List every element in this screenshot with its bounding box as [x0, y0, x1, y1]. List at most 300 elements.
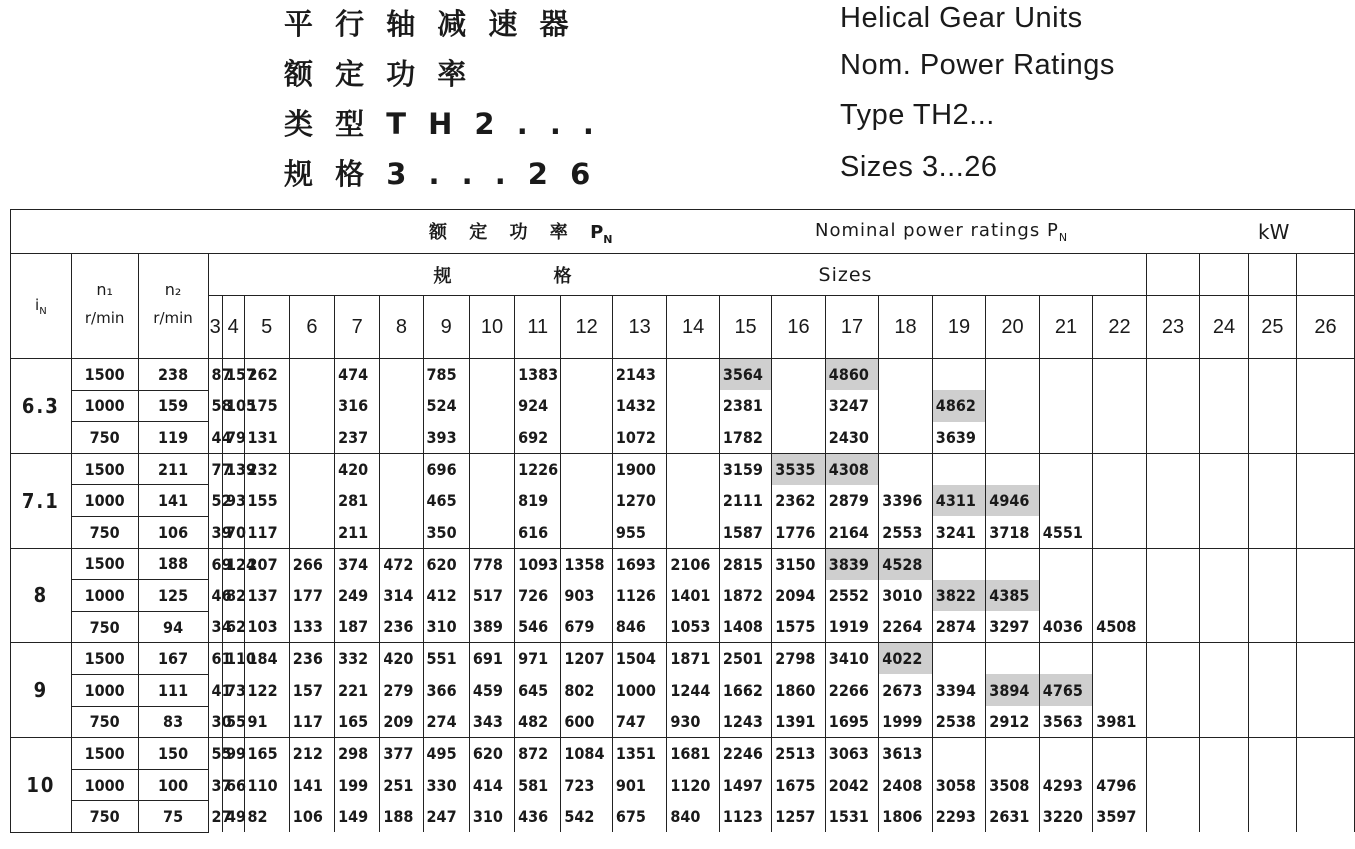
power-value-cell: 1244	[667, 674, 719, 706]
power-value-cell: 2094	[772, 580, 826, 612]
ratio-cell: 10	[11, 738, 72, 833]
size-col-header: 25	[1248, 296, 1296, 359]
power-value-cell	[1200, 706, 1248, 738]
table-row	[11, 674, 1355, 706]
power-value-cell: 188	[380, 801, 423, 833]
ratio-cell: 9	[11, 643, 72, 738]
power-value-cell	[561, 516, 612, 548]
power-value-cell: 2381	[719, 390, 771, 422]
n1-cell: 1000	[71, 485, 138, 517]
power-value-cell: 600	[561, 706, 612, 738]
power-value-cell: 211	[335, 516, 380, 548]
power-value-cell	[1248, 674, 1296, 706]
power-value-cell: 310	[423, 611, 469, 643]
power-value-cell: 184	[244, 643, 289, 675]
size-col-header: 18	[879, 296, 933, 359]
power-value-cell	[561, 422, 612, 454]
power-value-cell	[1146, 611, 1200, 643]
power-value-cell	[1039, 643, 1093, 675]
power-value-cell	[1200, 643, 1248, 675]
power-value-cell	[561, 390, 612, 422]
power-value-cell: 209	[380, 706, 423, 738]
power-value-cell: 366	[423, 674, 469, 706]
power-value-cell: 1408	[719, 611, 771, 643]
power-value-cell: 778	[469, 548, 514, 580]
power-value-cell: 1084	[561, 738, 612, 770]
power-value-cell: 3150	[772, 548, 826, 580]
power-value-cell	[1093, 516, 1147, 548]
power-value-cell	[1146, 548, 1200, 580]
power-value-cell	[1146, 580, 1200, 612]
power-value-cell	[469, 359, 514, 391]
sizes-cn-2: 格	[553, 265, 572, 287]
power-value-cell: 3220	[1039, 801, 1093, 833]
power-value-cell: 692	[515, 422, 561, 454]
table-row	[11, 611, 1355, 643]
power-value-cell: 971	[515, 643, 561, 675]
power-value-cell	[667, 390, 719, 422]
power-value-cell: 474	[335, 359, 380, 391]
table-row	[11, 769, 1355, 801]
power-value-cell: 393	[423, 422, 469, 454]
n2-cell: 111	[138, 674, 208, 706]
power-value-cell: 199	[335, 769, 380, 801]
power-value-cell: 3159	[719, 453, 771, 485]
power-value-cell: 2879	[825, 485, 879, 517]
table-row	[11, 706, 1355, 738]
power-value-cell: 1776	[772, 516, 826, 548]
power-value-cell	[1248, 580, 1296, 612]
power-value-cell: 3063	[825, 738, 879, 770]
power-value-cell: 472	[380, 548, 423, 580]
power-value-cell: 69	[208, 548, 222, 580]
power-value-cell	[1093, 359, 1147, 391]
power-value-cell: 4860	[825, 359, 879, 391]
power-value-cell	[667, 422, 719, 454]
power-value-cell	[1248, 453, 1296, 485]
power-value-cell	[1248, 769, 1296, 801]
power-value-cell: 2111	[719, 485, 771, 517]
size-col-header: 10	[469, 296, 514, 359]
power-value-cell: 389	[469, 611, 514, 643]
n2-label: n₂	[164, 280, 182, 299]
power-value-cell: 2912	[986, 706, 1040, 738]
power-value-cell: 930	[667, 706, 719, 738]
heading-cn-helical-gear-units: 平 行 轴 减 速 器	[284, 7, 575, 41]
power-value-cell	[1039, 359, 1093, 391]
power-value-cell: 332	[335, 643, 380, 675]
power-value-cell: 70	[222, 516, 244, 548]
power-value-cell	[289, 516, 334, 548]
power-value-cell: 3508	[986, 769, 1040, 801]
power-value-cell	[1297, 706, 1355, 738]
power-value-cell: 4796	[1093, 769, 1147, 801]
power-value-cell	[1146, 706, 1200, 738]
power-value-cell	[1297, 390, 1355, 422]
power-value-cell	[1248, 359, 1296, 391]
n1-cell: 750	[71, 611, 138, 643]
power-value-cell: 517	[469, 580, 514, 612]
power-value-cell	[380, 422, 423, 454]
power-value-cell: 155	[244, 485, 289, 517]
power-value-cell: 157	[222, 359, 244, 391]
power-value-cell: 2815	[719, 548, 771, 580]
power-value-cell: 141	[289, 769, 334, 801]
power-value-cell: 1072	[612, 422, 667, 454]
power-value-cell: 465	[423, 485, 469, 517]
power-value-cell	[1200, 359, 1248, 391]
power-value-cell: 39	[208, 516, 222, 548]
power-value-cell	[1146, 674, 1200, 706]
power-value-cell: 110	[222, 643, 244, 675]
power-value-cell	[289, 485, 334, 517]
n2-cell: 238	[138, 359, 208, 391]
power-value-cell	[1248, 611, 1296, 643]
power-value-cell: 4308	[825, 453, 879, 485]
sizes-cn-1: 规	[433, 265, 452, 287]
power-value-cell	[1146, 453, 1200, 485]
power-value-cell: 4036	[1039, 611, 1093, 643]
power-value-cell: 3639	[932, 422, 986, 454]
power-value-cell: 1351	[612, 738, 667, 770]
power-value-cell	[1297, 674, 1355, 706]
size-col-header: 3	[208, 296, 222, 359]
power-value-cell: 52	[208, 485, 222, 517]
power-value-cell	[1039, 453, 1093, 485]
power-value-cell: 4862	[932, 390, 986, 422]
heading-en-type: Type TH2...	[840, 99, 995, 131]
power-value-cell: 414	[469, 769, 514, 801]
iN-subscript: N	[39, 306, 47, 318]
n1-cell: 750	[71, 706, 138, 738]
sizes-header-blank	[1297, 254, 1355, 296]
power-value-cell: 924	[515, 390, 561, 422]
power-value-cell: 157	[289, 674, 334, 706]
power-value-cell: 1693	[612, 548, 667, 580]
power-value-cell	[1039, 485, 1093, 517]
power-value-cell: 2143	[612, 359, 667, 391]
power-value-cell: 1053	[667, 611, 719, 643]
power-value-cell	[1248, 516, 1296, 548]
power-value-cell: 723	[561, 769, 612, 801]
power-value-cell: 679	[561, 611, 612, 643]
size-col-header: 6	[289, 296, 334, 359]
power-value-cell	[561, 359, 612, 391]
power-value-cell: 901	[612, 769, 667, 801]
power-value-cell	[879, 453, 933, 485]
power-value-cell	[1200, 422, 1248, 454]
power-value-cell: 316	[335, 390, 380, 422]
power-value-cell: 1126	[612, 580, 667, 612]
size-col-header: 13	[612, 296, 667, 359]
power-value-cell: 1675	[772, 769, 826, 801]
power-value-cell: 122	[244, 674, 289, 706]
table-row	[11, 516, 1355, 548]
power-value-cell: 459	[469, 674, 514, 706]
size-col-header: 22	[1093, 296, 1147, 359]
n1-cell: 1500	[71, 548, 138, 580]
power-value-cell: 1587	[719, 516, 771, 548]
power-value-cell: 581	[515, 769, 561, 801]
unit-label: kW	[1258, 219, 1290, 244]
power-value-cell	[986, 643, 1040, 675]
power-value-cell: 237	[335, 422, 380, 454]
table-row	[11, 359, 1355, 391]
power-value-cell	[1146, 516, 1200, 548]
size-col-header: 14	[667, 296, 719, 359]
power-value-cell	[1248, 422, 1296, 454]
power-value-cell	[1248, 485, 1296, 517]
power-value-cell	[667, 453, 719, 485]
power-value-cell: 82	[244, 801, 289, 833]
power-value-cell: 1575	[772, 611, 826, 643]
power-value-cell	[1093, 674, 1147, 706]
power-value-cell	[380, 359, 423, 391]
power-value-cell	[1297, 769, 1355, 801]
power-value-cell	[1200, 611, 1248, 643]
power-value-cell	[561, 453, 612, 485]
power-value-cell: 61	[208, 643, 222, 675]
power-value-cell: 1093	[515, 548, 561, 580]
power-value-cell: 27	[208, 801, 222, 833]
size-col-header: 20	[986, 296, 1040, 359]
n2-cell: 75	[138, 801, 208, 833]
power-value-cell: 2430	[825, 422, 879, 454]
col-header-iN	[11, 254, 72, 359]
power-value-cell	[986, 453, 1040, 485]
sizes-header-blank	[1200, 254, 1248, 296]
power-value-cell: 785	[423, 359, 469, 391]
power-value-cell: 1919	[825, 611, 879, 643]
power-value-cell	[1297, 643, 1355, 675]
power-value-cell: 1806	[879, 801, 933, 833]
power-value-cell: 117	[289, 706, 334, 738]
power-value-cell	[469, 390, 514, 422]
power-value-cell	[1093, 580, 1147, 612]
power-value-cell	[667, 516, 719, 548]
n2-cell: 83	[138, 706, 208, 738]
power-value-cell	[772, 422, 826, 454]
n1-cell: 750	[71, 516, 138, 548]
power-value-cell	[380, 516, 423, 548]
size-col-header: 23	[1146, 296, 1200, 359]
power-value-cell: 412	[423, 580, 469, 612]
power-value-cell	[1200, 485, 1248, 517]
power-value-cell: 1860	[772, 674, 826, 706]
power-value-cell: 482	[515, 706, 561, 738]
power-value-cell: 3058	[932, 769, 986, 801]
power-value-cell: 2164	[825, 516, 879, 548]
power-value-cell	[1200, 453, 1248, 485]
heading-en-helical-gear-units: Helical Gear Units	[840, 2, 1083, 34]
power-value-cell: 1531	[825, 801, 879, 833]
power-value-cell	[1200, 548, 1248, 580]
power-value-cell: 82	[222, 580, 244, 612]
size-col-header: 9	[423, 296, 469, 359]
n2-cell: 100	[138, 769, 208, 801]
power-value-cell: 4551	[1039, 516, 1093, 548]
power-value-cell: 1243	[719, 706, 771, 738]
power-value-cell: 1257	[772, 801, 826, 833]
power-value-cell: 420	[380, 643, 423, 675]
power-value-cell: 105	[222, 390, 244, 422]
title-cn-symbol: P	[590, 221, 604, 243]
power-value-cell: 620	[423, 548, 469, 580]
power-value-cell: 55	[222, 706, 244, 738]
table-row	[11, 548, 1355, 580]
power-value-cell	[1146, 801, 1200, 833]
power-value-cell	[667, 359, 719, 391]
size-col-header: 24	[1200, 296, 1248, 359]
power-value-cell: 117	[244, 516, 289, 548]
power-value-cell	[469, 422, 514, 454]
power-value-cell	[1039, 548, 1093, 580]
title-cn: 额 定 功 率	[429, 221, 576, 243]
power-value-cell: 1871	[667, 643, 719, 675]
power-value-cell	[1297, 801, 1355, 833]
power-value-cell: 177	[289, 580, 334, 612]
power-value-cell: 139	[222, 453, 244, 485]
power-value-cell: 187	[335, 611, 380, 643]
power-value-cell	[772, 390, 826, 422]
heading-cn-nom-power-ratings: 额 定 功 率	[284, 57, 473, 91]
heading-cn-sizes: 规 格 3 . . . 2 6	[284, 157, 597, 191]
power-value-cell: 212	[289, 738, 334, 770]
power-value-cell: 106	[289, 801, 334, 833]
power-value-cell: 2553	[879, 516, 933, 548]
power-value-cell: 726	[515, 580, 561, 612]
sizes-header-blank	[1146, 254, 1200, 296]
power-value-cell: 236	[289, 643, 334, 675]
power-value-cell	[1297, 359, 1355, 391]
power-value-cell: 221	[335, 674, 380, 706]
title-en: Nominal power ratings P	[815, 219, 1059, 241]
title-en-subscript: N	[1058, 230, 1069, 244]
power-value-cell	[380, 485, 423, 517]
power-value-cell	[1248, 801, 1296, 833]
power-value-cell: 4022	[879, 643, 933, 675]
heading-cn-type: 类 型 T H 2 . . .	[284, 107, 600, 141]
power-value-cell: 343	[469, 706, 514, 738]
n1-cell: 1500	[71, 738, 138, 770]
power-value-cell: 77	[208, 453, 222, 485]
power-value-cell: 3839	[825, 548, 879, 580]
power-value-cell: 110	[244, 769, 289, 801]
table-row	[11, 453, 1355, 485]
power-value-cell	[1248, 706, 1296, 738]
power-value-cell	[1146, 485, 1200, 517]
power-value-cell	[1297, 548, 1355, 580]
power-value-cell: 2513	[772, 738, 826, 770]
table-row	[11, 390, 1355, 422]
power-value-cell: 1226	[515, 453, 561, 485]
power-value-cell	[932, 453, 986, 485]
power-value-cell: 3247	[825, 390, 879, 422]
power-value-cell: 696	[423, 453, 469, 485]
power-value-cell: 2266	[825, 674, 879, 706]
power-value-cell	[289, 422, 334, 454]
power-value-cell: 4765	[1039, 674, 1093, 706]
power-value-cell: 165	[335, 706, 380, 738]
n1-cell: 1500	[71, 453, 138, 485]
power-value-cell	[1200, 674, 1248, 706]
power-value-cell	[1146, 738, 1200, 770]
power-value-cell: 2798	[772, 643, 826, 675]
power-value-cell: 3613	[879, 738, 933, 770]
power-value-cell: 3394	[932, 674, 986, 706]
power-value-cell: 66	[222, 769, 244, 801]
power-value-cell: 374	[335, 548, 380, 580]
size-col-header: 12	[561, 296, 612, 359]
power-value-cell	[667, 485, 719, 517]
power-value-cell: 2538	[932, 706, 986, 738]
power-value-cell: 1999	[879, 706, 933, 738]
power-value-cell: 3894	[986, 674, 1040, 706]
power-value-cell	[986, 738, 1040, 770]
power-value-cell: 3563	[1039, 706, 1093, 738]
sizes-header-blank	[1248, 254, 1296, 296]
power-value-cell: 274	[423, 706, 469, 738]
power-value-cell: 955	[612, 516, 667, 548]
power-value-cell: 3410	[825, 643, 879, 675]
n1-cell: 750	[71, 801, 138, 833]
power-value-cell: 91	[244, 706, 289, 738]
power-value-cell	[1093, 390, 1147, 422]
n1-unit: r/min	[84, 309, 125, 327]
power-value-cell: 1358	[561, 548, 612, 580]
power-value-cell	[1297, 738, 1355, 770]
power-value-cell	[986, 359, 1040, 391]
power-value-cell: 1401	[667, 580, 719, 612]
iN-label: i	[35, 295, 40, 314]
power-value-cell: 330	[423, 769, 469, 801]
power-value-cell	[1093, 548, 1147, 580]
power-value-cell: 3535	[772, 453, 826, 485]
power-value-cell	[1297, 453, 1355, 485]
power-value-cell: 2362	[772, 485, 826, 517]
power-value-cell: 131	[244, 422, 289, 454]
power-value-cell: 4528	[879, 548, 933, 580]
power-value-cell: 675	[612, 801, 667, 833]
n1-cell: 1000	[71, 390, 138, 422]
heading-en-nom-power-ratings: Nom. Power Ratings	[840, 49, 1115, 81]
power-value-cell: 1782	[719, 422, 771, 454]
power-value-cell: 175	[244, 390, 289, 422]
power-value-cell: 546	[515, 611, 561, 643]
power-value-cell: 149	[335, 801, 380, 833]
power-value-cell: 1120	[667, 769, 719, 801]
power-value-cell: 524	[423, 390, 469, 422]
power-value-cell: 236	[380, 611, 423, 643]
power-value-cell: 3597	[1093, 801, 1147, 833]
power-value-cell: 247	[423, 801, 469, 833]
power-value-cell	[1093, 422, 1147, 454]
power-value-cell: 3010	[879, 580, 933, 612]
power-value-cell: 645	[515, 674, 561, 706]
table-row	[11, 485, 1355, 517]
power-value-cell: 3718	[986, 516, 1040, 548]
power-value-cell	[1297, 516, 1355, 548]
power-value-cell: 620	[469, 738, 514, 770]
power-value-cell	[879, 422, 933, 454]
power-value-cell: 1123	[719, 801, 771, 833]
power-value-cell: 2631	[986, 801, 1040, 833]
power-value-cell	[932, 643, 986, 675]
power-value-cell	[1039, 580, 1093, 612]
size-col-header: 16	[772, 296, 826, 359]
power-value-cell: 298	[335, 738, 380, 770]
power-value-cell: 37	[208, 769, 222, 801]
